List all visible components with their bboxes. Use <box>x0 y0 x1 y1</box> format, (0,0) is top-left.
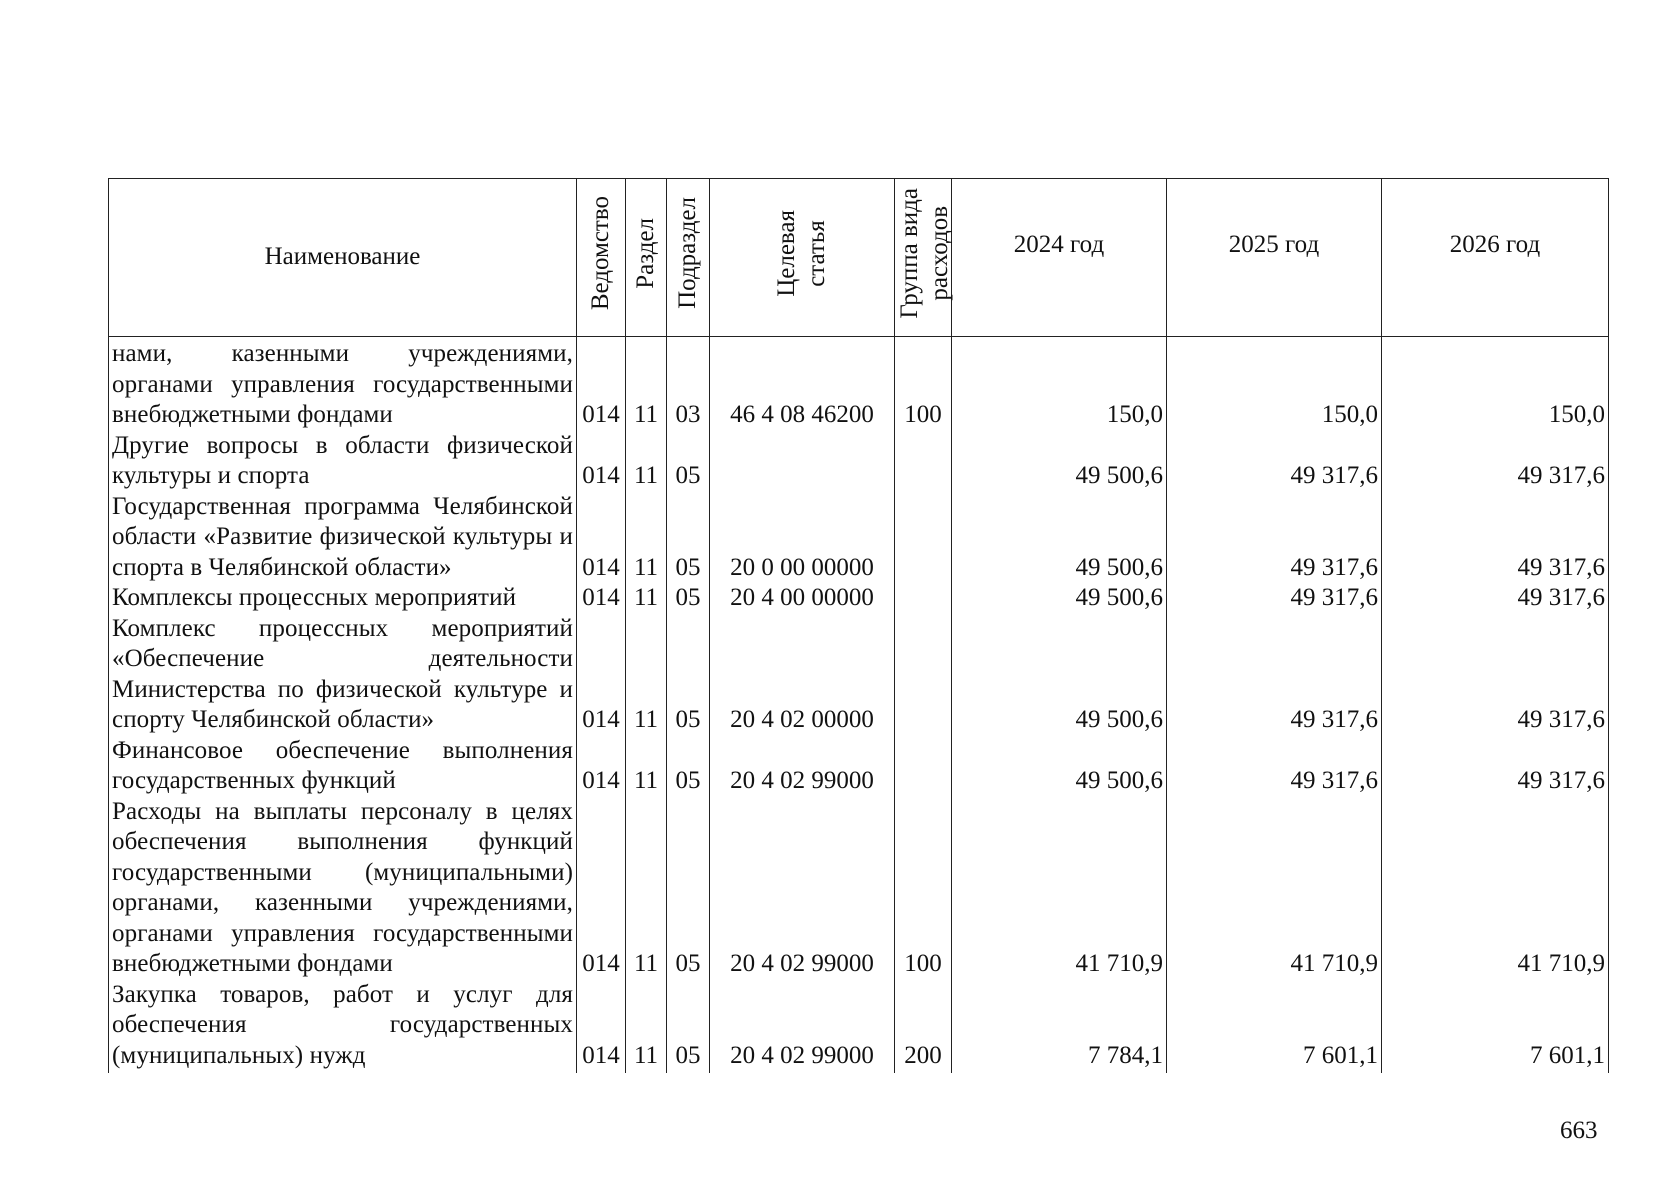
cell-name: Расходы на выплаты персоналу в целях обеспечения выполнения функций государственными (муниципальными) органами, казенными учреждениями, органами управления государственными внебюджетными фондами <box>109 797 577 980</box>
cell-podrazdel: 05 <box>667 492 710 584</box>
cell-celevaya <box>710 431 895 492</box>
header-celevaya-line2: статья <box>803 219 830 287</box>
header-2024-label: 2024 год <box>1013 231 1105 259</box>
cell-2026: 7 601,1 <box>1382 980 1609 1074</box>
table-header-row <box>109 179 1609 337</box>
cell-2024: 49 500,6 <box>952 614 1167 736</box>
cell-gruppa <box>895 492 952 584</box>
cell-celevaya: 20 4 02 99000 <box>710 736 895 797</box>
cell-2026: 49 317,6 <box>1382 736 1609 797</box>
cell-razdel: 11 <box>626 736 667 797</box>
cell-razdel: 11 <box>626 980 667 1074</box>
cell-name: Комплекс процессных мероприятий «Обеспечение деятельности Министерства по физической культуре и спорту Челябинской области» <box>109 614 577 736</box>
table-row <box>109 736 1609 797</box>
cell-2024: 49 500,6 <box>952 583 1167 614</box>
cell-celevaya: 20 4 02 99000 <box>710 797 895 980</box>
cell-razdel: 11 <box>626 614 667 736</box>
table-row <box>109 614 1609 736</box>
header-name-label: Наименование <box>264 243 421 271</box>
header-vedomstvo <box>577 179 626 337</box>
header-celevaya-label <box>772 210 832 297</box>
cell-2024: 41 710,9 <box>952 797 1167 980</box>
cell-podrazdel: 05 <box>667 736 710 797</box>
cell-vedomstvo: 014 <box>577 980 626 1074</box>
cell-vedomstvo: 014 <box>577 583 626 614</box>
table-row <box>109 980 1609 1074</box>
header-razdel-label: Раздел <box>632 217 659 289</box>
cell-vedomstvo: 014 <box>577 614 626 736</box>
cell-podrazdel: 05 <box>667 797 710 980</box>
cell-name: нами, казенными учреждениями, органами управления государственными внебюджетными фондами <box>109 337 577 431</box>
cell-name: Комплексы процессных мероприятий <box>109 583 577 614</box>
header-gruppa-line1: Группа вида <box>896 187 923 319</box>
header-2024 <box>952 179 1167 337</box>
cell-celevaya: 20 0 00 00000 <box>710 492 895 584</box>
cell-razdel: 11 <box>626 337 667 431</box>
table-body <box>109 337 1609 1074</box>
cell-gruppa <box>895 431 952 492</box>
header-2025 <box>1167 179 1382 337</box>
header-celevaya <box>710 179 895 337</box>
header-podrazdel-label: Подраздел <box>674 197 701 310</box>
cell-podrazdel: 03 <box>667 337 710 431</box>
cell-gruppa <box>895 736 952 797</box>
cell-name: Финансовое обеспечение выполнения государственных функций <box>109 736 577 797</box>
budget-table <box>108 178 1609 1073</box>
cell-name: Закупка товаров, работ и услуг для обеспечения государственных (муниципальных) нужд <box>109 980 577 1074</box>
cell-podrazdel: 05 <box>667 583 710 614</box>
cell-2025: 41 710,9 <box>1167 797 1382 980</box>
cell-gruppa <box>895 614 952 736</box>
cell-vedomstvo: 014 <box>577 431 626 492</box>
cell-2024: 49 500,6 <box>952 431 1167 492</box>
table-row <box>109 337 1609 431</box>
header-podrazdel <box>667 179 710 337</box>
cell-2025: 49 317,6 <box>1167 614 1382 736</box>
cell-gruppa: 200 <box>895 980 952 1074</box>
cell-podrazdel: 05 <box>667 980 710 1074</box>
cell-vedomstvo: 014 <box>577 337 626 431</box>
cell-name: Другие вопросы в области физической культуры и спорта <box>109 431 577 492</box>
cell-2026: 49 317,6 <box>1382 431 1609 492</box>
cell-2025: 49 317,6 <box>1167 431 1382 492</box>
cell-2026: 49 317,6 <box>1382 614 1609 736</box>
cell-2025: 7 601,1 <box>1167 980 1382 1074</box>
cell-celevaya: 46 4 08 46200 <box>710 337 895 431</box>
cell-gruppa: 100 <box>895 797 952 980</box>
cell-celevaya: 20 4 02 99000 <box>710 980 895 1074</box>
cell-2026: 49 317,6 <box>1382 492 1609 584</box>
header-2026-label: 2026 год <box>1449 231 1541 259</box>
cell-2025: 150,0 <box>1167 337 1382 431</box>
cell-razdel: 11 <box>626 492 667 584</box>
cell-gruppa: 100 <box>895 337 952 431</box>
header-gruppa-line2: расходов <box>926 205 953 301</box>
table-row <box>109 431 1609 492</box>
header-2025-label: 2025 год <box>1228 231 1320 259</box>
page-number: 663 <box>1560 1117 1598 1144</box>
header-razdel <box>626 179 667 337</box>
cell-vedomstvo: 014 <box>577 736 626 797</box>
cell-celevaya: 20 4 00 00000 <box>710 583 895 614</box>
cell-2024: 49 500,6 <box>952 492 1167 584</box>
header-gruppa-label <box>895 188 955 319</box>
header-vedomstvo-label: Ведомство <box>587 196 614 311</box>
cell-2025: 49 317,6 <box>1167 583 1382 614</box>
cell-razdel: 11 <box>626 583 667 614</box>
cell-razdel: 11 <box>626 431 667 492</box>
cell-podrazdel: 05 <box>667 614 710 736</box>
cell-2026: 41 710,9 <box>1382 797 1609 980</box>
cell-podrazdel: 05 <box>667 431 710 492</box>
header-celevaya-line1: Целевая <box>773 209 800 297</box>
table-row <box>109 492 1609 584</box>
header-2026 <box>1382 179 1609 337</box>
table-row <box>109 797 1609 980</box>
cell-2025: 49 317,6 <box>1167 736 1382 797</box>
cell-gruppa <box>895 583 952 614</box>
header-name <box>109 179 577 337</box>
cell-razdel: 11 <box>626 797 667 980</box>
cell-celevaya: 20 4 02 00000 <box>710 614 895 736</box>
cell-2025: 49 317,6 <box>1167 492 1382 584</box>
cell-name: Государственная программа Челябинской области «Развитие физической культуры и спорта в Челябинской области» <box>109 492 577 584</box>
cell-2024: 49 500,6 <box>952 736 1167 797</box>
cell-2026: 49 317,6 <box>1382 583 1609 614</box>
cell-vedomstvo: 014 <box>577 797 626 980</box>
header-gruppa <box>895 179 952 337</box>
cell-2026: 150,0 <box>1382 337 1609 431</box>
cell-vedomstvo: 014 <box>577 492 626 584</box>
cell-2024: 150,0 <box>952 337 1167 431</box>
table-row <box>109 583 1609 614</box>
cell-2024: 7 784,1 <box>952 980 1167 1074</box>
